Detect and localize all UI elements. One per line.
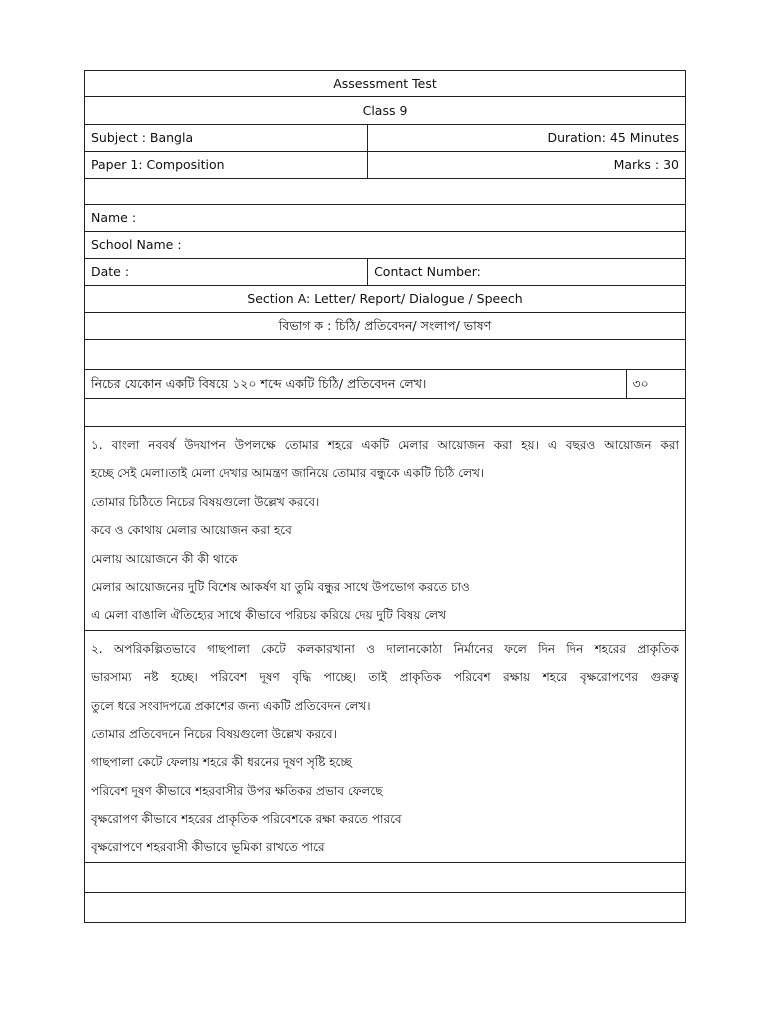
blank-row (85, 340, 686, 370)
question-1 (85, 427, 686, 631)
question-line: ২. অপরিকল্পিতভাবে গাছপালা কেটে কলকারখানা ও দালানকোঠা নির্মানের ফলে দিন দিন শহরের প্রাকৃতিক (91, 641, 679, 656)
instruction-text: নিচের যেকোন একটি বিষয়ে ১২০ শব্দে একটি চিঠি/ প্রতিবেদন লেখ। (85, 370, 627, 399)
question-line: বৃক্ষরোপণে শহরবাসী কীভাবে ভূমিকা রাখতে পারে (91, 840, 325, 855)
class-label: Class 9 (85, 97, 686, 125)
date-field: Date : (85, 259, 368, 286)
blank-row (85, 399, 686, 427)
question-line: ভারসাম্য নষ্ট হচ্ছে। পরিবেশ দূষণ বৃদ্ধি পাচ্ছে। তাই প্রাকৃতিক পরিবেশ রক্ষায় শহরে বৃক্ষরোপণের গুরুত্ব (91, 670, 679, 685)
question-line: বৃক্ষরোপণ কীভাবে শহরের প্রাকৃতিক পরিবেশকে রক্ষা করতে পারবে (91, 812, 402, 827)
question-line: পরিবেশ দূষণ কীভাবে শহরবাসীর উপর ক্ষতিকর প্রভাব ফেলছে (91, 783, 383, 798)
question-line: তোমার প্রতিবেদনে নিচের বিষয়গুলো উল্লেখ করবে। (91, 726, 337, 741)
question-line: তুলে ধরে সংবাদপত্রে প্রকাশের জন্য একটি প্রতিবেদন লেখ। (91, 698, 371, 713)
question-line: হচ্ছে সেই মেলা।তাই মেলা দেখার আমন্ত্রণ জানিয়ে তোমার বন্ধুকে একটি চিঠি লেখ। (91, 466, 485, 481)
question-line: তোমার চিঠিতে নিচের বিষয়গুলো উল্লেখ করবে। (91, 494, 320, 509)
blank-row (85, 179, 686, 205)
subject-label: Subject : Bangla (85, 125, 368, 152)
test-title: Assessment Test (85, 71, 686, 97)
blank-row (85, 862, 686, 892)
question-line: কবে ও কোথায় মেলার আয়োজন করা হবে (91, 523, 292, 538)
question-line: ১. বাংলা নববর্ষ উদযাপন উপলক্ষে তোমার শহরে একটি মেলার আয়োজন করা হয়। এ বছরও আয়োজন করা (91, 438, 679, 452)
section-title-en: Section A: Letter/ Report/ Dialogue / Speech (85, 286, 686, 313)
question-2 (85, 630, 686, 862)
question-line: এ মেলা বাঙালি ঐতিহ্যের সাথে কীভাবে পরিচয় করিয়ে দেয় দুটি বিষয় লেখ (91, 608, 446, 623)
contact-number-field: Contact Number: (368, 259, 686, 286)
question-line: মেলায় আয়োজনে কী কী থাকে (91, 551, 238, 566)
instruction-marks: ৩০ (626, 370, 686, 399)
name-field: Name : (85, 205, 686, 232)
question-line: গাছপালা কেটে ফেলায় শহরে কী ধরনের দূষণ সৃষ্টি হচ্ছে (91, 755, 352, 770)
assessment-sheet (84, 70, 686, 923)
paper-label: Paper 1: Composition (85, 152, 368, 179)
duration-label: Duration: 45 Minutes (368, 125, 686, 152)
section-title-bn: বিভাগ ক : চিঠি/ প্রতিবেদন/ সংলাপ/ ভাষণ (85, 313, 686, 340)
school-name-field: School Name : (85, 232, 686, 259)
question-line: মেলার আয়োজনের দুটি বিশেষ আকর্ষণ যা তুমি বন্ধুর সাথে উপভোগ করতে চাও (91, 579, 470, 594)
blank-row (85, 892, 686, 922)
marks-label: Marks : 30 (368, 152, 686, 179)
